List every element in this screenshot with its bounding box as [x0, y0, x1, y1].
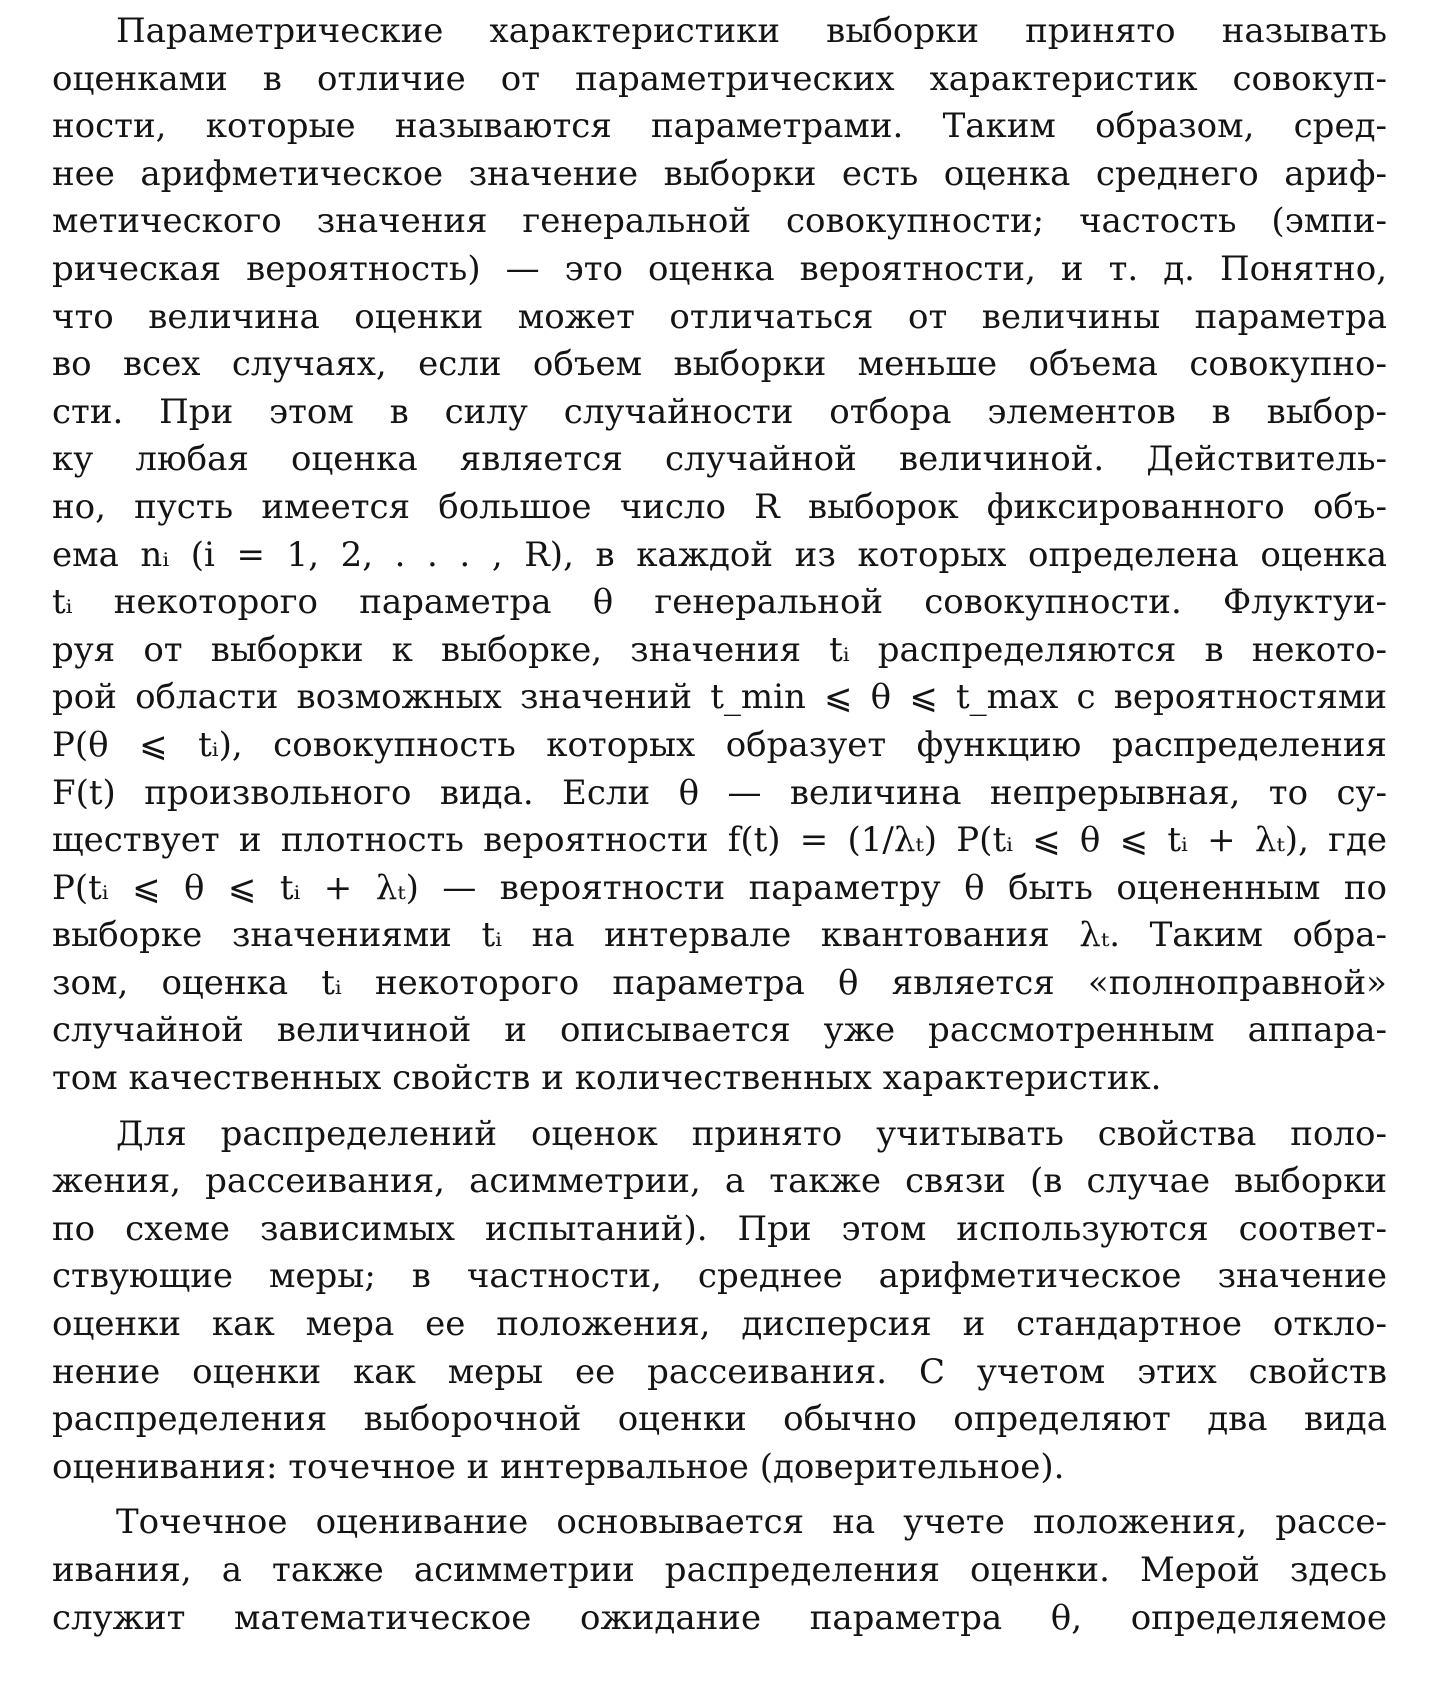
text-line: нее арифметическое значение выборки есть оценка среднего ариф-: [52, 153, 1387, 194]
text-line: ивания, а также асимметрии распределения оценки. Мерой здесь: [52, 1550, 1387, 1590]
text-line: рическая вероятность) — это оценка вероятности, и т. д. Понятно,: [52, 248, 1387, 289]
text-line: служит математическое ожидание параметра θ, определяемое: [52, 1597, 1387, 1638]
text-line: сти. При этом в силу случайности отбора элементов в выбор-: [52, 391, 1387, 432]
text-line: во всех случаях, если объем выборки меньше объема совокупно-: [52, 344, 1387, 385]
text-line: ности, которые называются параметрами. Таким образом, сред-: [52, 106, 1387, 147]
text-line: tᵢ некоторого параметра θ генеральной совокупности. Флуктуи-: [52, 582, 1387, 623]
text-line: оценки как мера ее положения, дисперсия и стандартное откло-: [52, 1304, 1387, 1345]
text-line: оценивания: точечное и интервальное (доверительное).: [52, 1446, 1065, 1487]
text-line: ствующие меры; в частности, среднее арифметическое значение: [52, 1256, 1387, 1297]
text-line: P(θ ⩽ tᵢ), совокупность которых образует функцию распределения: [52, 724, 1387, 765]
text-line: P(tᵢ ⩽ θ ⩽ tᵢ + λₜ) — вероятности параметру θ быть оцененным по: [52, 867, 1387, 908]
text-line: по схеме зависимых испытаний). При этом используются соответ-: [52, 1208, 1387, 1249]
text-line: выборке значениями tᵢ на интервале квантования λₜ. Таким обра-: [52, 915, 1387, 956]
text-line: Параметрические характеристики выборки принято называть: [116, 11, 1387, 51]
text-line: оценками в отличие от параметрических характеристик совокуп-: [52, 58, 1387, 99]
text-line: нение оценки как меры ее рассеивания. С учетом этих свойств: [52, 1351, 1387, 1392]
text-line: метического значения генеральной совокупности; частость (эмпи-: [52, 201, 1387, 242]
paragraph-spacer: [52, 1491, 1387, 1499]
paragraph-estimate-properties: [52, 1111, 1387, 1492]
paragraph-estimates-definition: [52, 8, 1387, 1103]
text-line: случайной величиной и описывается уже рассмотренным аппара-: [52, 1010, 1387, 1051]
text-line: ществует и плотность вероятности f(t) = (1/λₜ) P(tᵢ ⩽ θ ⩽ tᵢ + λₜ), где: [52, 820, 1387, 861]
text-line: том качественных свойств и количественных характеристик.: [52, 1058, 1162, 1099]
paragraph-point-estimation: [52, 1499, 1387, 1642]
text-line: зом, оценка tᵢ некоторого параметра θ является «полноправной»: [52, 962, 1387, 1003]
text-line: Точечное оценивание основывается на учете положения, рассе-: [116, 1502, 1387, 1543]
text-line: рой области возможных значений t_min ⩽ θ ⩽ t_max с вероятностями: [52, 677, 1387, 718]
text-line: ема nᵢ (i = 1, 2, . . . , R), в каждой из которых определена оценка: [52, 534, 1387, 575]
document-page: [52, 8, 1387, 1642]
paragraph-spacer: [52, 1103, 1387, 1111]
text-line: что величина оценки может отличаться от величины параметра: [52, 296, 1387, 337]
text-line: распределения выборочной оценки обычно определяют два вида: [52, 1399, 1387, 1440]
text-line: жения, рассеивания, асимметрии, а также связи (в случае выборки: [52, 1161, 1387, 1202]
text-line: Для распределений оценок принято учитывать свойства поло-: [116, 1113, 1387, 1154]
text-line: руя от выборки к выборке, значения tᵢ распределяются в некото-: [52, 629, 1387, 670]
text-line: F(t) произвольного вида. Если θ — величина непрерывная, то су-: [52, 772, 1387, 813]
text-line: ку любая оценка является случайной величиной. Действитель-: [52, 439, 1387, 480]
text-line: но, пусть имеется большое число R выборок фиксированного объ-: [52, 486, 1387, 527]
